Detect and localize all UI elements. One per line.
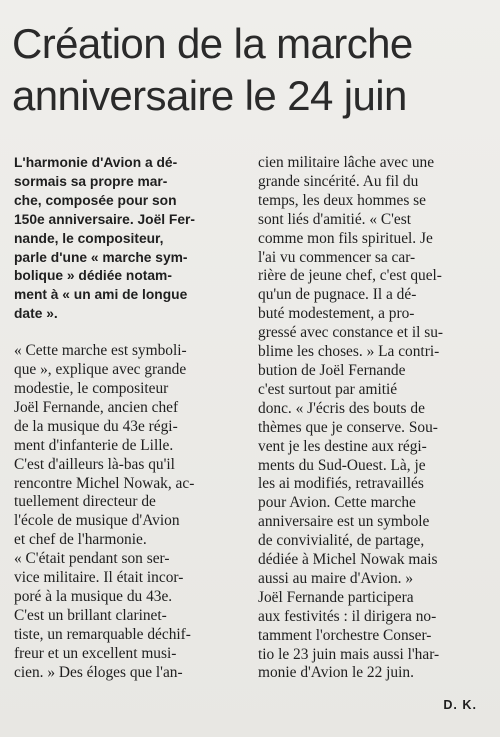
left-body-line-11: et chef de l'harmonie. <box>14 531 147 549</box>
right-body-line-8: qu'un de pugnace. Il a dé- <box>258 286 417 304</box>
left-body-line-10: l'école de musique d'Avion <box>14 512 180 530</box>
left-body-line-8: rencontre Michel Nowak, ac- <box>14 474 195 492</box>
right-body-line-4: sont liés d'amitié. « C'est <box>258 210 412 228</box>
right-body-line-7: rière de jeune chef, c'est quel- <box>258 267 442 285</box>
right-body-line-9: buté modestement, a pro- <box>258 305 415 323</box>
right-body-line-14: donc. « J'écris des bouts de <box>258 399 425 417</box>
left-body-line-16: tiste, un remarquable déchif- <box>14 625 191 643</box>
author-signature: D. K. <box>443 698 477 712</box>
right-body-line-17: ments du Sud-Ouest. Là, je <box>258 456 426 474</box>
left-body-line-15: C'est un brillant clarinet- <box>14 606 167 624</box>
right-body-line-16: vent je les destine aux régi- <box>258 437 427 455</box>
lead-line-7: bolique » dédiée notam- <box>14 268 172 284</box>
right-body-line-6: l'ai vu commencer sa car- <box>258 248 416 266</box>
right-body-line-12: bution de Joël Fernande <box>258 361 406 379</box>
right-body-line-19: pour Avion. Cette marche <box>258 494 416 512</box>
right-body-line-26: tamment l'orchestre Conser- <box>258 626 432 644</box>
left-body-line-7: C'est d'ailleurs là-bas qu'il <box>14 455 175 473</box>
right-body-line-3: temps, les deux hommes se <box>258 191 426 209</box>
lead-line-8: ment à « un ami de longue <box>14 287 188 303</box>
right-body-line-21: de convivialité, de partage, <box>258 532 425 550</box>
right-body-line-20: anniversaire est un symbole <box>258 513 430 531</box>
headline-line-1: Création de la marche <box>12 20 413 67</box>
right-body-line-23: aussi au maire d'Avion. » <box>258 569 414 587</box>
left-body-line-18: cien. » Des éloges que l'an- <box>14 663 183 681</box>
right-body-line-28: monie d'Avion le 22 juin. <box>258 664 414 682</box>
lead-line-4: 150e anniversaire. Joël Fer- <box>14 211 195 227</box>
left-body-line-2: que », explique avec grande <box>14 361 187 379</box>
right-body-line-24: Joël Fernande participera <box>258 588 414 606</box>
right-body-line-11: blime les choses. » La contri- <box>258 343 440 361</box>
left-body-line-17: freur et un excellent musi- <box>14 644 177 662</box>
article-headline <box>12 18 488 122</box>
right-body-line-22: dédiée à Michel Nowak mais <box>258 551 438 569</box>
headline-line-2: anniversaire le 24 juin <box>12 72 407 119</box>
left-body-line-1: « Cette marche est symboli- <box>14 342 187 360</box>
left-column <box>14 154 247 682</box>
left-body-line-14: poré à la musique du 43e. <box>14 587 173 605</box>
left-body-line-9: tuellement directeur de <box>14 493 156 511</box>
right-body-line-15: thèmes que je conserve. Sou- <box>258 418 438 436</box>
right-body-line-1: cien militaire lâche avec une <box>258 154 435 171</box>
left-body-line-4: Joël Fernande, ancien chef <box>14 398 179 416</box>
article-lead <box>14 154 247 324</box>
lead-line-6: parle d'une « marche sym- <box>14 249 188 265</box>
lead-line-1: L'harmonie d'Avion a dé- <box>14 155 178 170</box>
right-body-line-10: gressé avec constance et il su- <box>258 324 444 342</box>
right-body-line-2: grande sincérité. Au fil du <box>258 172 419 190</box>
left-body-line-13: vice militaire. Il était incor- <box>14 569 184 587</box>
left-body-line-6: ment d'infanterie de Lille. <box>14 436 174 454</box>
right-body-line-18: les ai modifiés, retravaillés <box>258 475 424 493</box>
lead-line-9: date ». <box>14 306 58 322</box>
lead-line-2: sormais sa propre mar- <box>14 173 168 189</box>
left-body-text <box>14 342 247 682</box>
lead-line-3: che, composée pour son <box>14 192 177 208</box>
right-column <box>258 154 477 683</box>
right-body-line-27: tio le 23 juin mais aussi l'har- <box>258 645 440 663</box>
right-body-line-25: aux festivités : il dirigera no- <box>258 607 437 625</box>
left-body-line-12: « C'était pendant son ser- <box>14 550 170 568</box>
left-body-line-3: modestie, le compositeur <box>14 379 169 397</box>
right-body-text <box>258 154 477 683</box>
left-body-line-5: de la musique du 43e régi- <box>14 417 178 435</box>
right-body-line-5: comme mon fils spirituel. Je <box>258 229 433 247</box>
right-body-line-13: c'est surtout par amitié <box>258 380 398 398</box>
lead-line-5: nande, le compositeur, <box>14 230 164 246</box>
